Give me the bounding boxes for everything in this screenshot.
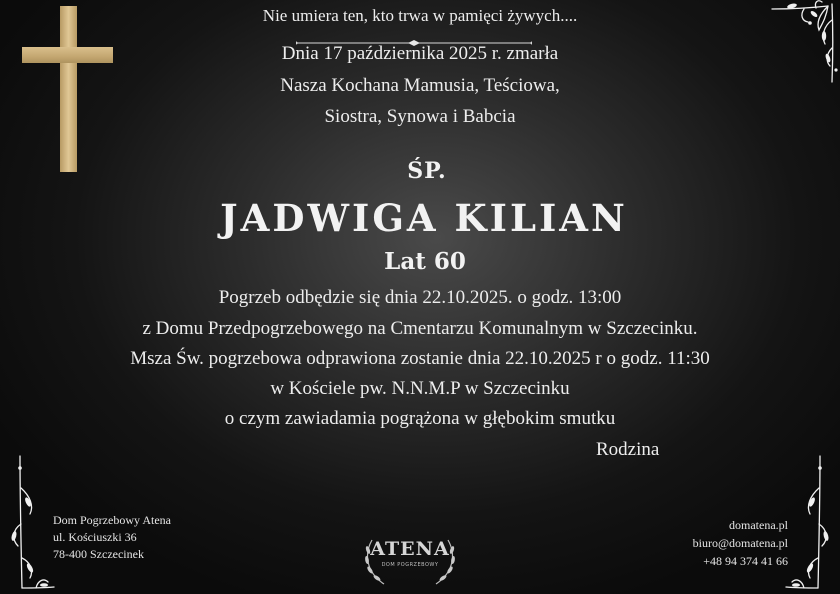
funeral-info-line: Msza Św. pogrzebowa odprawiona zostanie dnia 22.10.2025 r o godz. 11:30: [130, 348, 710, 369]
deceased-prefix: ŚP.: [407, 158, 447, 184]
contact-info: [693, 516, 788, 570]
logo-tagline: DOM POGRZEBOWY: [381, 562, 439, 568]
floral-corner-ornament-icon: [784, 454, 840, 594]
death-announcement-line: Dnia 17 października 2025 r. zmarła: [281, 43, 559, 64]
funeral-home-address: [53, 512, 171, 563]
memorial-motto: Nie umiera ten, kto trwa w pamięci żywych....: [262, 6, 578, 25]
street-address: ul. Kościuszki 36: [53, 530, 137, 544]
family-signature: Rodzina: [596, 439, 660, 460]
deceased-name: JADWIGA KILIAN: [220, 196, 628, 240]
website-text: domatena.pl: [729, 518, 788, 532]
funeral-home-name: Dom Pogrzebowy Atena: [53, 513, 171, 527]
email-text: biuro@domatena.pl: [692, 536, 788, 550]
floral-corner-ornament-icon: [0, 454, 56, 594]
atena-logo: [354, 530, 466, 590]
logo-name: ATENA: [370, 538, 450, 560]
phone-text: +48 94 374 41 66: [703, 554, 788, 568]
funeral-info-line: o czym zawiadamia pogrążona w głębokim smutku: [224, 408, 616, 429]
deceased-age: Lat 60: [384, 248, 466, 275]
relation-line: Nasza Kochana Mamusia, Teściowa,: [280, 75, 560, 96]
funeral-info-line: w Kościele pw. N.N.M.P w Szczecinku: [270, 378, 570, 399]
funeral-info-line: z Domu Przedpogrzebowego na Cmentarzu Komunalnym w Szczecinku.: [142, 318, 698, 339]
postal-city: 78-400 Szczecinek: [53, 547, 144, 561]
relation-line: Siostra, Synowa i Babcia: [324, 106, 516, 127]
funeral-info-line: Pogrzeb odbędzie się dnia 22.10.2025. o godz. 13:00: [218, 287, 622, 308]
